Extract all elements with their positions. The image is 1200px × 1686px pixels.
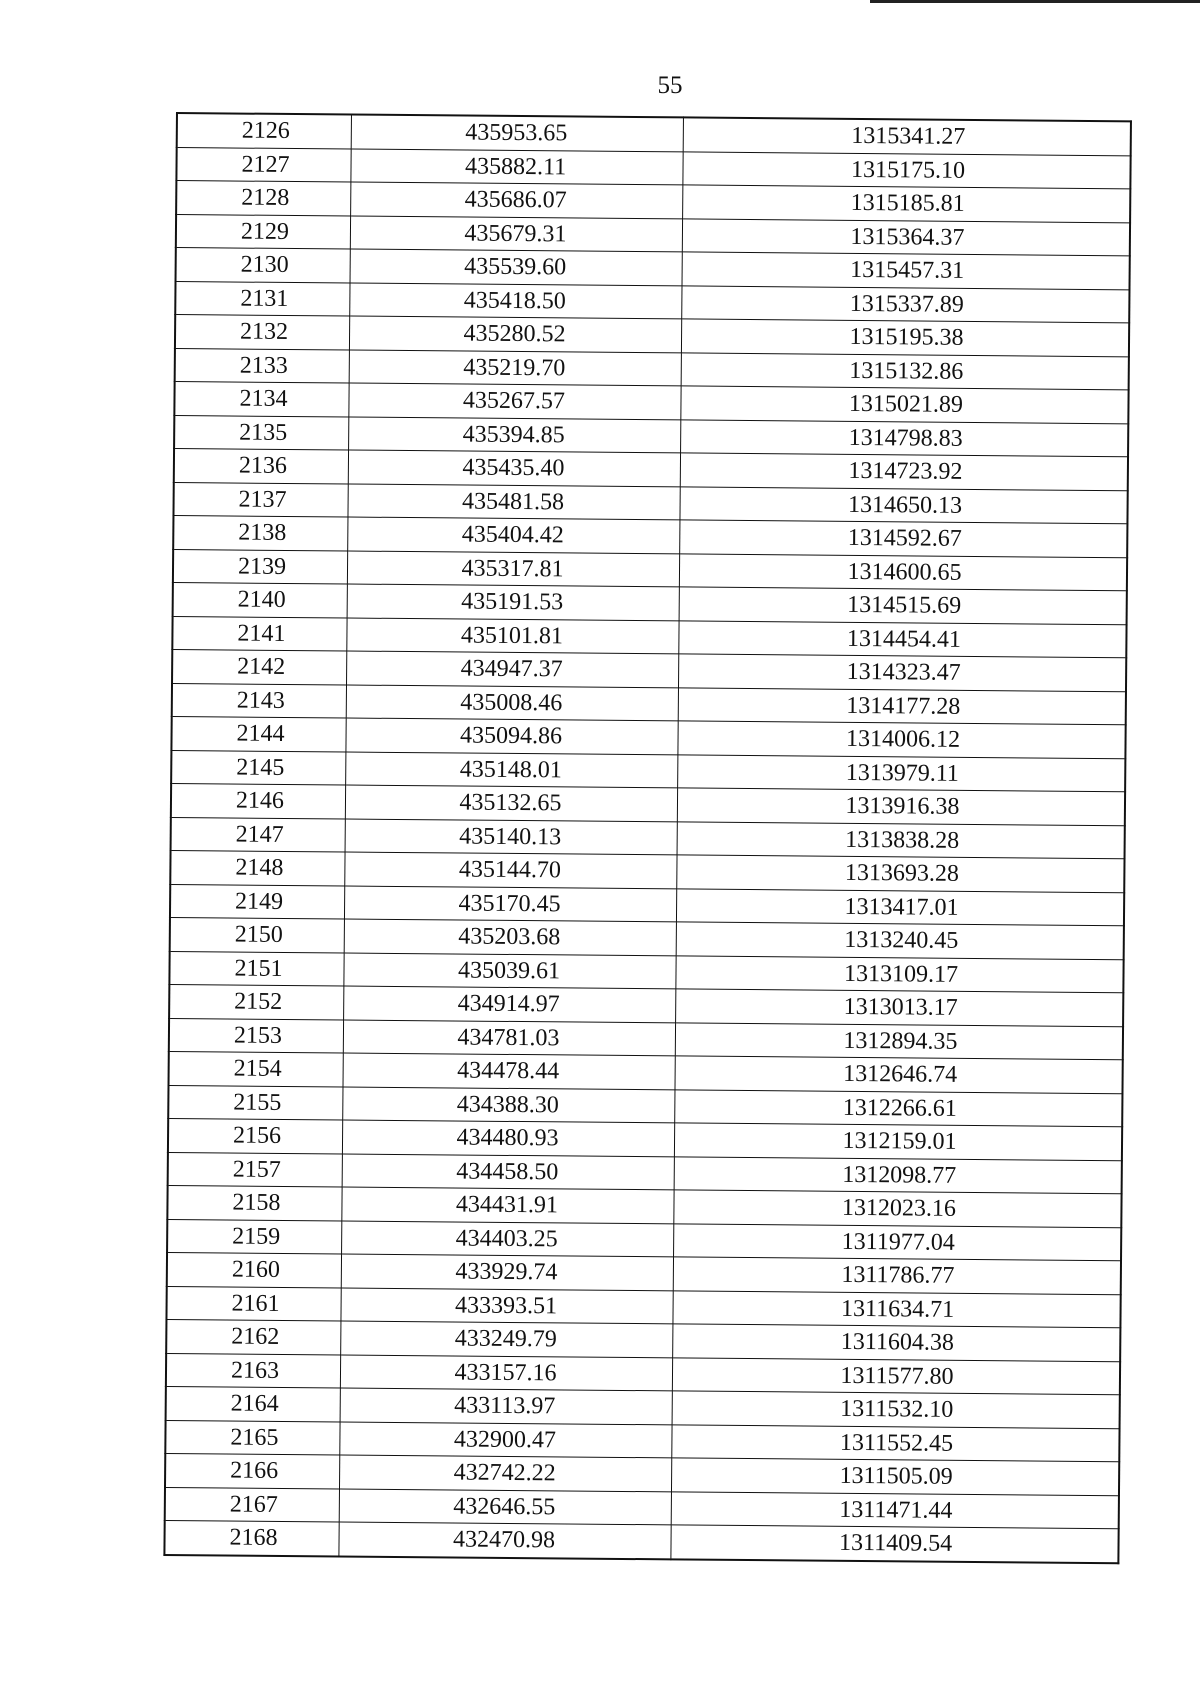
y-coordinate-cell: 1311786.77 [673,1257,1121,1294]
point-id-cell: 2146 [171,783,345,818]
x-coordinate-cell: 435219.70 [349,350,681,386]
x-coordinate-cell: 435394.85 [348,417,680,453]
y-coordinate-cell: 1313417.01 [676,888,1124,925]
x-coordinate-cell: 435679.31 [350,216,682,252]
y-coordinate-cell: 1315364.37 [682,218,1130,255]
point-id-cell: 2132 [175,315,349,350]
y-coordinate-cell: 1313240.45 [676,922,1124,959]
y-coordinate-cell: 1315195.38 [681,319,1129,356]
y-coordinate-cell: 1311552.45 [671,1424,1119,1461]
y-coordinate-cell: 1311634.71 [672,1290,1120,1327]
page-number: 55 [657,72,683,99]
x-coordinate-cell: 435481.58 [347,484,679,520]
x-coordinate-cell: 435686.07 [350,182,682,218]
y-coordinate-cell: 1315021.89 [680,386,1128,423]
point-id-cell: 2149 [170,884,344,919]
y-coordinate-cell: 1311409.54 [670,1525,1118,1563]
y-coordinate-cell: 1312266.61 [674,1089,1122,1126]
x-coordinate-cell: 435317.81 [347,551,679,587]
x-coordinate-cell: 435203.68 [344,919,676,955]
coordinate-table-body [164,113,1131,1563]
y-coordinate-cell: 1314592.67 [679,520,1127,557]
point-id-cell: 2168 [164,1520,338,1556]
y-coordinate-cell: 1313693.28 [676,855,1124,892]
y-coordinate-cell: 1313916.38 [677,788,1125,825]
y-coordinate-cell: 1312894.35 [675,1022,1123,1059]
x-coordinate-cell: 433929.74 [341,1254,673,1290]
point-id-cell: 2127 [176,147,350,182]
y-coordinate-cell: 1311604.38 [672,1324,1120,1361]
point-id-cell: 2161 [166,1286,340,1321]
x-coordinate-cell: 435191.53 [347,584,679,620]
y-coordinate-cell: 1311532.10 [672,1391,1120,1428]
y-coordinate-cell: 1313979.11 [677,754,1125,791]
point-id-cell: 2131 [175,281,349,316]
y-coordinate-cell: 1311577.80 [672,1357,1120,1394]
point-id-cell: 2155 [168,1085,342,1120]
point-id-cell: 2167 [165,1487,339,1522]
point-id-cell: 2139 [173,549,347,584]
y-coordinate-cell: 1314323.47 [678,654,1126,691]
x-coordinate-cell: 435539.60 [350,249,682,285]
point-id-cell: 2158 [167,1185,341,1220]
table-row [164,1520,1118,1562]
y-coordinate-cell: 1313838.28 [677,821,1125,858]
x-coordinate-cell: 435094.86 [345,718,677,754]
point-id-cell: 2141 [172,616,346,651]
y-coordinate-cell: 1313013.17 [675,989,1123,1026]
y-coordinate-cell: 1314650.13 [679,486,1127,523]
point-id-cell: 2148 [170,850,344,885]
y-coordinate-cell: 1311505.09 [671,1458,1119,1495]
x-coordinate-cell: 434781.03 [343,1019,675,1055]
point-id-cell: 2128 [176,181,350,216]
y-coordinate-cell: 1315175.10 [682,151,1130,188]
y-coordinate-cell: 1311471.44 [671,1491,1119,1528]
x-coordinate-cell: 434480.93 [342,1120,674,1156]
x-coordinate-cell: 435039.61 [343,952,675,988]
x-coordinate-cell: 435882.11 [350,149,682,185]
x-coordinate-cell: 435435.40 [348,450,680,486]
x-coordinate-cell: 432900.47 [339,1421,671,1457]
point-id-cell: 2130 [176,248,350,283]
point-id-cell: 2164 [166,1386,340,1421]
x-coordinate-cell: 434388.30 [342,1086,674,1122]
x-coordinate-cell: 433157.16 [340,1354,672,1390]
point-id-cell: 2134 [174,381,348,416]
x-coordinate-cell: 433393.51 [340,1287,672,1323]
x-coordinate-cell: 435267.57 [348,383,680,419]
y-coordinate-cell: 1314177.28 [678,687,1126,724]
x-coordinate-cell: 432470.98 [338,1522,670,1559]
y-coordinate-cell: 1313109.17 [675,955,1123,992]
x-coordinate-cell: 434478.44 [343,1053,675,1089]
y-coordinate-cell: 1314515.69 [679,587,1127,624]
point-id-cell: 2135 [174,415,348,450]
point-id-cell: 2138 [173,515,347,550]
point-id-cell: 2154 [169,1051,343,1086]
y-coordinate-cell: 1314600.65 [679,553,1127,590]
x-coordinate-cell: 433249.79 [340,1321,672,1357]
x-coordinate-cell: 435148.01 [345,752,677,788]
x-coordinate-cell: 435140.13 [345,819,677,855]
point-id-cell: 2133 [175,348,349,383]
y-coordinate-cell: 1311977.04 [673,1223,1121,1260]
x-coordinate-cell: 435008.46 [346,685,678,721]
x-coordinate-cell: 434914.97 [343,986,675,1022]
point-id-cell: 2152 [169,984,343,1019]
y-coordinate-cell: 1314798.83 [680,419,1128,456]
y-coordinate-cell: 1312159.01 [674,1123,1122,1160]
point-id-cell: 2151 [169,951,343,986]
point-id-cell: 2143 [172,683,346,718]
x-coordinate-cell: 435170.45 [344,885,676,921]
x-coordinate-cell: 435132.65 [345,785,677,821]
x-coordinate-cell: 434947.37 [346,651,678,687]
x-coordinate-cell: 434458.50 [342,1153,674,1189]
point-id-cell: 2153 [169,1018,343,1053]
point-id-cell: 2136 [174,448,348,483]
x-coordinate-cell: 435280.52 [349,316,681,352]
point-id-cell: 2162 [166,1319,340,1354]
point-id-cell: 2137 [173,482,347,517]
x-coordinate-cell: 435144.70 [344,852,676,888]
point-id-cell: 2165 [165,1420,339,1455]
top-edge-rule [870,0,1200,3]
y-coordinate-cell: 1312023.16 [673,1190,1121,1227]
y-coordinate-cell: 1315457.31 [682,252,1130,289]
x-coordinate-cell: 432742.22 [339,1455,671,1491]
point-id-cell: 2160 [167,1252,341,1287]
point-id-cell: 2145 [171,750,345,785]
point-id-cell: 2140 [173,582,347,617]
y-coordinate-cell: 1314723.92 [680,453,1128,490]
x-coordinate-cell: 433113.97 [340,1388,672,1424]
x-coordinate-cell: 434403.25 [341,1220,673,1256]
y-coordinate-cell: 1314454.41 [678,620,1126,657]
point-id-cell: 2163 [166,1353,340,1388]
point-id-cell: 2142 [172,649,346,684]
point-id-cell: 2159 [167,1219,341,1254]
coordinate-table [163,112,1132,1564]
point-id-cell: 2150 [170,917,344,952]
x-coordinate-cell: 435404.42 [347,517,679,553]
y-coordinate-cell: 1312098.77 [674,1156,1122,1193]
y-coordinate-cell: 1315132.86 [681,352,1129,389]
point-id-cell: 2126 [177,113,351,149]
y-coordinate-cell: 1315341.27 [683,117,1131,155]
x-coordinate-cell: 435418.50 [349,283,681,319]
point-id-cell: 2129 [176,214,350,249]
point-id-cell: 2144 [171,716,345,751]
y-coordinate-cell: 1312646.74 [674,1056,1122,1093]
point-id-cell: 2166 [165,1453,339,1488]
y-coordinate-cell: 1314006.12 [677,721,1125,758]
point-id-cell: 2156 [168,1118,342,1153]
x-coordinate-cell: 434431.91 [341,1187,673,1223]
y-coordinate-cell: 1315337.89 [681,285,1129,322]
x-coordinate-cell: 432646.55 [339,1488,671,1524]
x-coordinate-cell: 435953.65 [351,115,683,152]
point-id-cell: 2147 [171,817,345,852]
x-coordinate-cell: 435101.81 [346,618,678,654]
point-id-cell: 2157 [168,1152,342,1187]
y-coordinate-cell: 1315185.81 [682,185,1130,222]
